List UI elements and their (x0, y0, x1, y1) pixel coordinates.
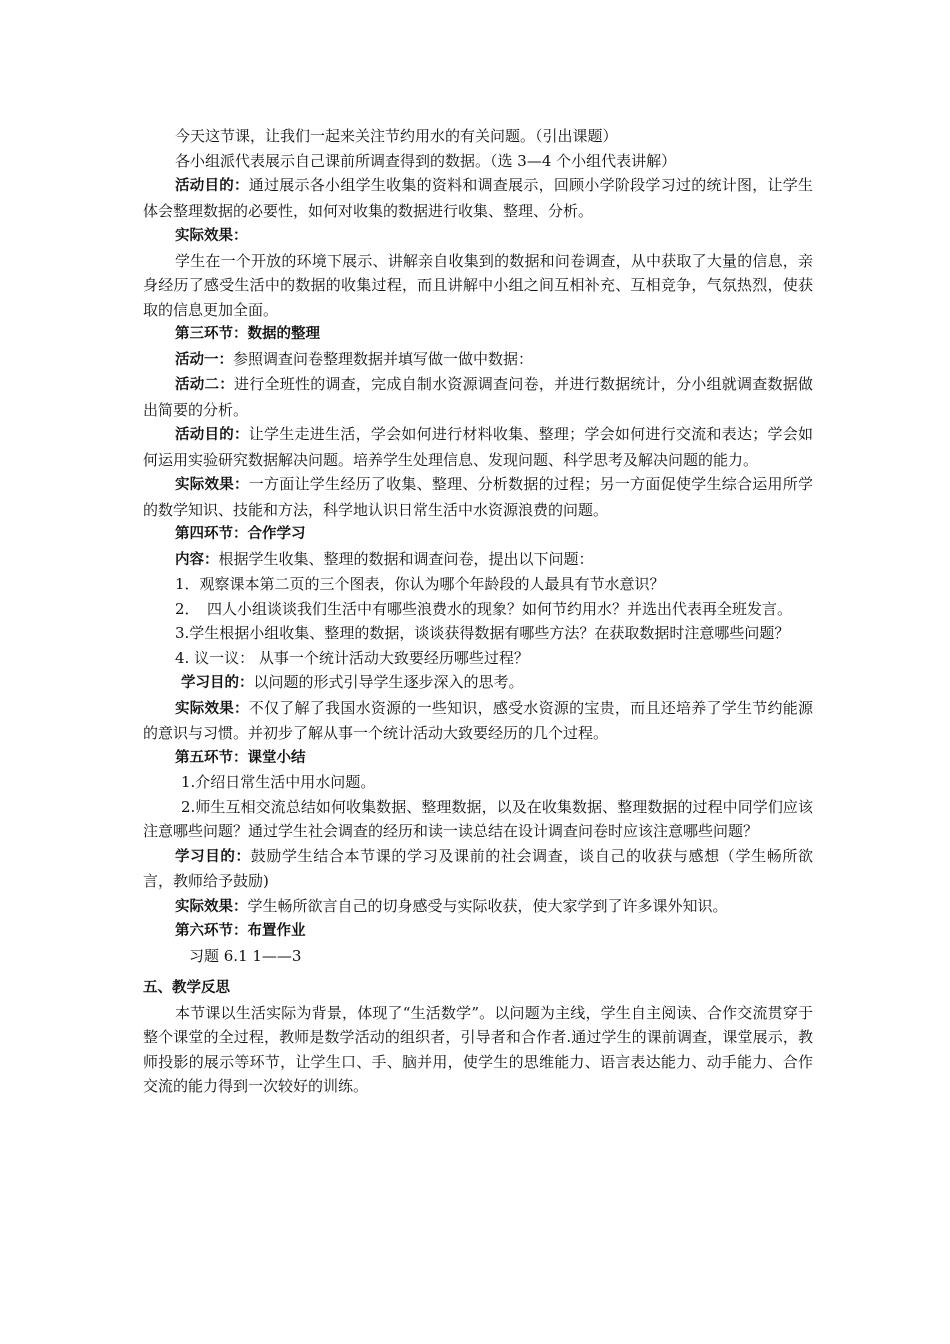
reflection-paragraph: 本节课以生活实际为背景，体现了“生活数学”。以问题为主线，学生自主阅读、合作交流贯穿于整个课堂的全过程，教师是数学活动的组织者，引导者和合作者.通过学生的课前调查，课堂展示，教师投影的展示等环节，让学生口、手、脑并用，使学生的思维能力、语言表达能力、动手能力、合作交流的能力得到一次较好的训练。 (143, 1003, 813, 1095)
actual-effect-paragraph: 学生在一个开放的环境下展示、讲解亲自收集到的数据和问卷调查，从中获取了大量的信息，亲身经历了感受生活中的数据的收集过程，而且讲解中小组之间互相补充、互相竞争，气氛热烈，使获取的信息更加全面。 (143, 251, 813, 319)
activity-two-text: 进行全班性的调查，完成自制水资源调查问卷，并进行数据统计，分小组就调查数据做出简要的分析。 (143, 375, 813, 419)
section-heading-4: 第四环节：合作学习 (175, 526, 306, 542)
activity-purpose-label-2: 活动目的： (175, 427, 249, 443)
actual-effect-paragraph-2 (143, 472, 813, 522)
actual-effect-label-3: 实际效果： (175, 700, 249, 717)
section-heading-3: 第三环节：数据的整理 (175, 326, 320, 342)
activity-purpose-paragraph-2 (143, 422, 813, 472)
actual-effect-text-3: 不仅了解了我国水资源的一些知识，感受水资源的宝贵，而且还培养了学生节约能源的意识与习惯。并初步了解从事一个统计活动大致要经历的几个过程。 (143, 698, 813, 742)
section-five-heading: 五、教学反思 (143, 980, 230, 996)
learning-purpose-text-2: 鼓励学生结合本节课的学习及课前的社会调查，谈自己的收获与感想（学生畅所欲言，教师给予鼓励) (143, 846, 813, 890)
question-2: 2． 四人小组谈谈我们生活中有哪些浪费水的现象？如何节约用水？并选出代表再全班发言。 (175, 599, 793, 618)
actual-effect-label-line (143, 223, 813, 249)
summary-item-2: 2.师生互相交流总结如何收集数据、整理数据，以及在收集数据、整理数据的过程中同学们应该注意哪些问题？通过学生社会调查的经历和读一读总结在设计调查问卷时应该注意哪些问题？ (143, 797, 813, 840)
section-heading-6: 第六环节：布置作业 (175, 923, 306, 939)
actual-effect-text-4: 学生畅所欲言自己的切身感受与实际收获，使大家学到了许多课外知识。 (247, 896, 728, 915)
group-presentation-paragraph: 各小组派代表展示自己课前所调查得到的数据。（选 3—4 个小组代表讲解） (175, 151, 677, 170)
activity-one-text: 参照调查问卷整理数据并填写做一做中数据： (233, 349, 534, 368)
activity-two-label: 活动二： (175, 377, 234, 393)
activity-purpose-label: 活动目的： (175, 178, 249, 194)
activity-one-paragraph (143, 347, 813, 373)
activity-purpose-text-2: 让学生走进生活，学会如何进行材料收集、整理；学会如何进行交流和表达；学会如何运用实验研究数据解决问题。培养学生处理信息、发现问题、科学思考及解决问题的能力。 (143, 425, 813, 469)
content-paragraph (143, 547, 813, 573)
section-heading-5: 第五环节：课堂小结 (175, 749, 306, 766)
actual-effect-label: 实际效果： (175, 228, 248, 244)
summary-item-1: 1.介绍日常生活中用水问题。 (181, 773, 376, 791)
document-body (143, 124, 813, 1099)
learning-purpose-paragraph (143, 670, 813, 696)
activity-purpose-text: 通过展示各小组学生收集的资料和调查展示，回顾小学阶段学习过的统计图，让学生体会整理数据的必要性，如何对收集的数据进行收集、整理、分析。 (143, 176, 813, 220)
actual-effect-text-2: 一方面让学生经历了收集、整理、分析数据的过程；另一方面促使学生综合运用所学的数学知识、技能和方法，科学地认识日常生活中水资源浪费的问题。 (143, 475, 813, 519)
homework-line: 习题 6.1 1——3 (189, 946, 302, 965)
activity-two-paragraph (143, 372, 813, 422)
question-1: 1．观察课本第二页的三个图表，你认为哪个年龄段的人最具有节水意识？ (175, 575, 665, 593)
learning-purpose-label-2: 学习目的： (175, 848, 251, 865)
learning-purpose-label: 学习目的： (181, 675, 254, 691)
question-4: 4. 议一议： 从事一个统计活动大致要经历哪些过程？ (175, 648, 529, 667)
actual-effect-label-4: 实际效果： (175, 898, 248, 915)
learning-purpose-text: 以问题的形式引导学生逐步深入的思考。 (253, 673, 524, 691)
activity-purpose-paragraph (143, 173, 813, 223)
question-3: 3.学生根据小组收集、整理的数据，谈谈获得数据有哪些方法？在获取数据时注意哪些问题？ (175, 624, 790, 642)
actual-effect-label-2: 实际效果： (175, 477, 249, 493)
content-label: 内容： (175, 551, 219, 568)
intro-paragraph: 今天这节课，让我们一起来关注节约用水的有关问题。（引出课题） (175, 127, 618, 145)
actual-effect-paragraph-4 (143, 894, 813, 920)
activity-one-label: 活动一： (175, 351, 233, 368)
learning-purpose-paragraph-2 (143, 844, 813, 894)
content-text: 根据学生收集、整理的数据和调查问卷，提出以下问题： (218, 549, 594, 568)
actual-effect-paragraph-3 (143, 696, 813, 746)
